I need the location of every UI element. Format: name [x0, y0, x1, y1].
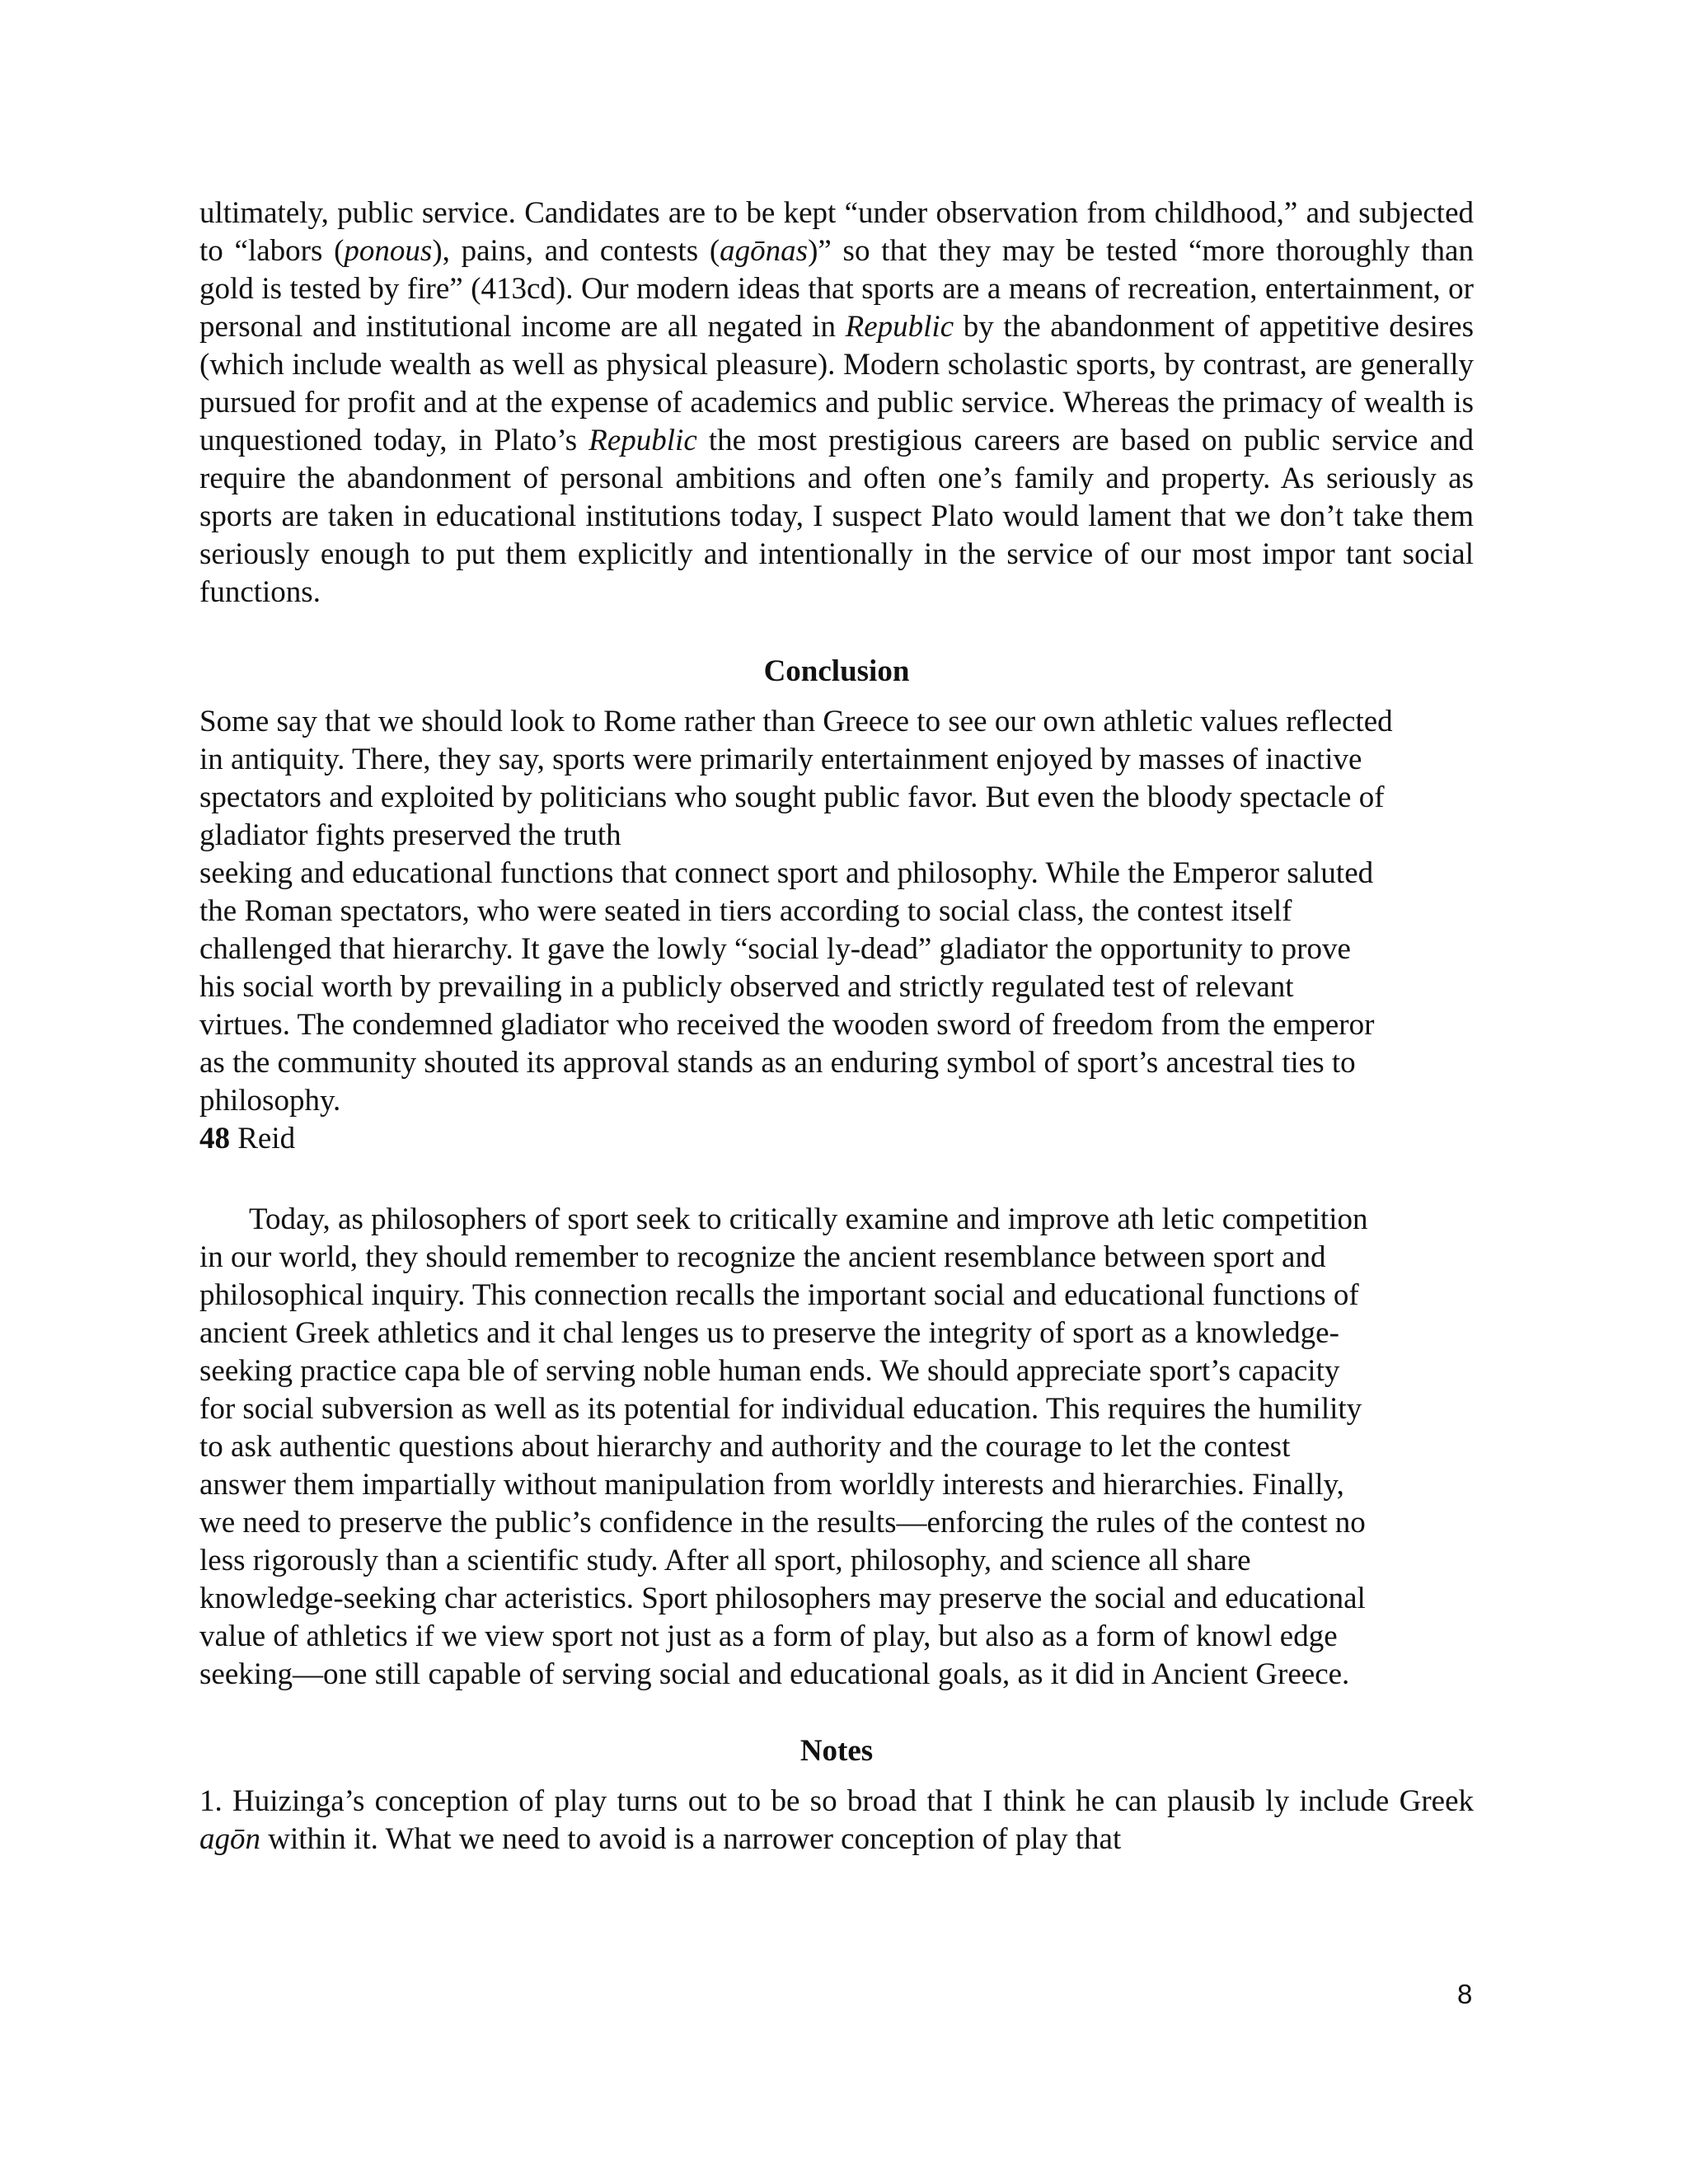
text-line: gladiator fights preserved the truth: [199, 818, 621, 852]
section-heading-notes: Notes: [799, 1734, 874, 1768]
text-line: we need to preserve the public’s confidence in the results—enforcing the rules of the contest no: [199, 1506, 1366, 1540]
text-line: seeking—one still capable of serving social and educational goals, as it did in Ancient Greece.: [199, 1657, 1350, 1691]
text-line: philosophy.: [199, 1084, 341, 1118]
greek-term-agon: agōn: [199, 1822, 260, 1856]
page-number: 8: [1457, 1979, 1473, 2009]
text-span: 1. Huizinga’s conception of play turns out to be so broad that I think he can plausib ly include Greek: [199, 1784, 1474, 1818]
text-span: ), pains, and contests (: [432, 234, 720, 268]
text-span: )” so that they may be tested “more thoroughly than gold is tested by fire” (413cd). Our modern ideas that sports are a means of recreation, entertainment, or personal and institutional income are all negated in: [199, 234, 1474, 344]
title-republic: Republic: [588, 424, 697, 457]
text-line: his social worth by prevailing in a publicly observed and strictly regulated test of relevant: [199, 970, 1294, 1004]
text-line: to ask authentic questions about hierarchy and authority and the courage to let the contest: [199, 1430, 1291, 1464]
text-span: within it. What we need to avoid is a narrower conception of play that: [260, 1822, 1122, 1856]
text-line: ancient Greek athletics and it chal lenges us to preserve the integrity of sport as a knowledge-: [199, 1316, 1339, 1350]
greek-term-agonas: agōnas: [720, 234, 809, 268]
text-line: answer them impartially without manipulation from worldly interests and hierarchies. Finally,: [199, 1468, 1344, 1502]
text-line: spectators and exploited by politicians who sought public favor. But even the bloody spectacle of: [199, 780, 1385, 814]
section-heading-conclusion: Conclusion: [763, 654, 910, 688]
document-page: [199, 194, 1474, 1858]
text-span: ultimately, public service. Candidates are to be kept “under observation from childhood,” and subjected to “labors (: [199, 196, 1474, 268]
text-line: as the community shouted its approval stands as an enduring symbol of sport’s ancestral ties to: [199, 1046, 1356, 1080]
text-line: Today, as philosophers of sport seek to critically examine and improve ath letic competition: [249, 1202, 1368, 1236]
running-head-author: Reid: [230, 1122, 296, 1155]
text-line: value of athletics if we view sport not just as a form of play, but also as a form of knowl edge: [199, 1619, 1338, 1653]
text-line: in antiquity. There, they say, sports were primarily entertainment enjoyed by masses of inactive: [199, 743, 1362, 776]
body-paragraph-today: [199, 1201, 1474, 1694]
text-line: Some say that we should look to Rome rather than Greece to see our own athletic values reflected: [199, 705, 1393, 738]
running-head-page-number: 48: [199, 1122, 230, 1155]
text-line: virtues. The condemned gladiator who received the wooden sword of freedom from the emperor: [199, 1008, 1375, 1042]
text-line: less rigorously than a scientific study. After all sport, philosophy, and science all share: [199, 1544, 1251, 1577]
text-line: seeking practice capa ble of serving noble human ends. We should appreciate sport’s capacity: [199, 1354, 1340, 1388]
greek-term-ponous: ponous: [344, 234, 433, 268]
text-line: philosophical inquiry. This connection recalls the important social and educational functions of: [199, 1278, 1359, 1312]
body-paragraph-public-service: [199, 194, 1474, 612]
text-line: seeking and educational functions that connect sport and philosophy. While the Emperor saluted: [199, 856, 1374, 890]
title-republic: Republic: [845, 310, 954, 344]
text-line: the Roman spectators, who were seated in tiers according to social class, the contest itself: [199, 894, 1292, 928]
footnote-1: [199, 1783, 1474, 1858]
body-paragraph-conclusion: [199, 703, 1474, 1158]
text-line: in our world, they should remember to recognize the ancient resemblance between sport and: [199, 1240, 1326, 1274]
text-span: the most prestigious careers are based on public service and require the abandonment of personal ambitions and often one’s family and property. As seriously as sports are taken in educational institutions today, I suspect Plato would lament that we don’t take them seriously enough to put them explicitly and intentionally in the service of our most impor tant social functions.: [199, 424, 1474, 609]
text-line: challenged that hierarchy. It gave the lowly “social ly-dead” gladiator the opportunity to prove: [199, 932, 1351, 966]
text-line: for social subversion as well as its potential for individual education. This requires the humility: [199, 1392, 1362, 1426]
text-line: knowledge-seeking char acteristics. Sport philosophers may preserve the social and educational: [199, 1582, 1366, 1615]
text-span: by the abandonment of appetitive desires (which include wealth as well as physical pleasure). Modern scholastic sports, by contrast, are generally pursued for profit and at the expense of academics and public service. Whereas the primacy of wealth is unquestioned today, in Plato’s: [199, 310, 1474, 457]
running-head: [199, 1120, 1474, 1158]
